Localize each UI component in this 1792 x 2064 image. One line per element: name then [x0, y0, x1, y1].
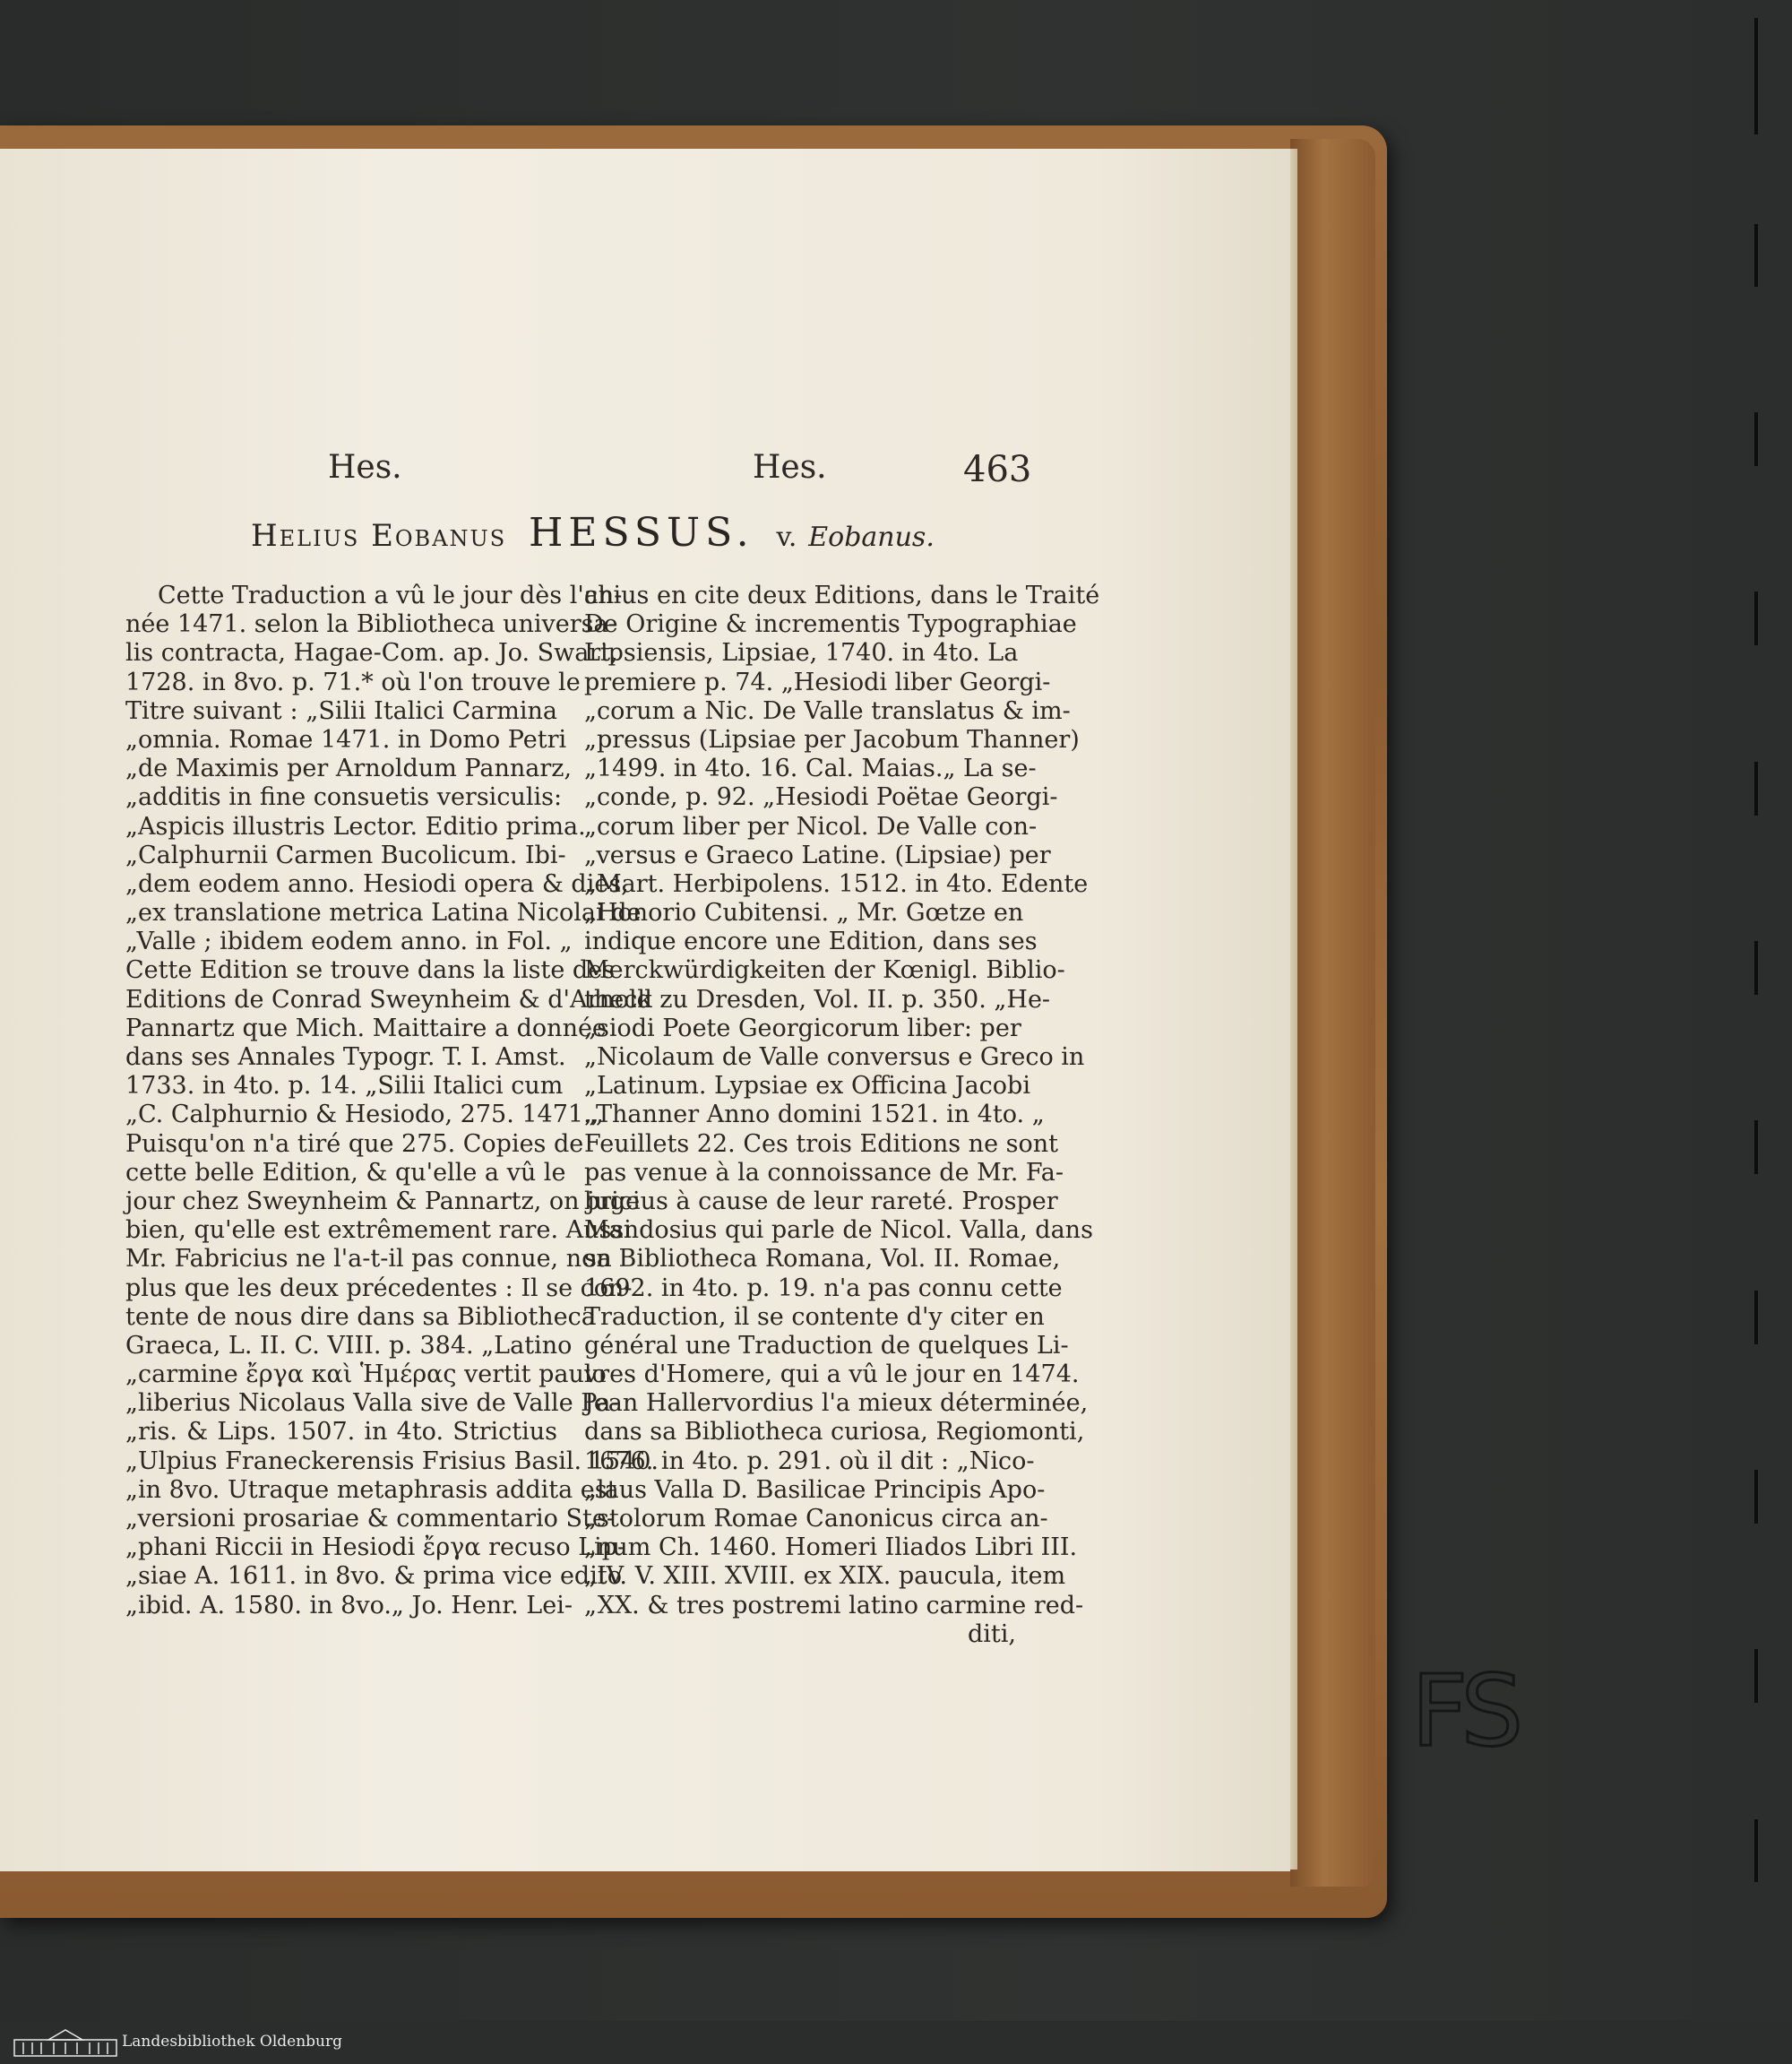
text-line: „XX. & tres postremi latino carmine red-	[584, 1591, 1084, 1619]
text-line: Graeca, L. II. C. VIII. p. 384. „Latino	[125, 1331, 573, 1360]
text-line: 1728. in 8vo. p. 71.* où l'on trouve le	[125, 668, 581, 696]
text-line: tente de nous dire dans sa Bibliotheca	[125, 1302, 596, 1331]
text-line: dans ses Annales Typogr. T. I. Amst.	[125, 1043, 566, 1071]
text-line: lis contracta, Hagae-Com. ap. Jo. Swart,	[125, 639, 618, 668]
text-line: diti,	[968, 1619, 1016, 1648]
text-line: „dem eodem anno. Hesiodi opera & dies,	[125, 869, 629, 898]
text-line: „corum liber per Nicol. De Valle con-	[584, 812, 1038, 841]
text-line: „stolorum Romae Canonicus circa an-	[584, 1505, 1048, 1533]
text-line: „num Ch. 1460. Homeri Iliados Libri III.	[584, 1533, 1078, 1562]
text-line: général une Traduction de quelques Li-	[584, 1331, 1069, 1360]
text-line: bricius à cause de leur rareté. Prosper	[584, 1187, 1058, 1215]
text-line: cette belle Edition, & qu'elle a vû le	[125, 1158, 566, 1187]
text-line: „IV. V. XIII. XVIII. ex XIX. paucula, item	[584, 1562, 1066, 1591]
text-line: „versioni prosariae & commentario Ste-	[125, 1505, 615, 1533]
text-line: „1499. in 4to. 16. Cal. Maias.„ La se-	[584, 755, 1037, 783]
text-line: „carmine ἔργα καὶ Ἡμέρας vertit paulo	[125, 1360, 607, 1389]
text-line: „ris. & Lips. 1507. in 4to. Strictius	[125, 1418, 557, 1447]
text-line: „Aspicis illustris Lector. Editio prima.	[125, 812, 586, 841]
text-line: „Thanner Anno domini 1521. in 4to. „	[584, 1101, 1045, 1129]
text-line: „in 8vo. Utraque metaphrasis addita est	[125, 1475, 617, 1504]
text-line: „Ulpius Franeckerensis Frisius Basil. 1540.	[125, 1447, 659, 1475]
text-line: Titre suivant : „Silii Italici Carmina	[125, 696, 557, 725]
text-line: „Calphurnii Carmen Bucolicum. Ibi-	[125, 841, 566, 869]
text-line: „Mart. Herbipolens. 1512. in 4to. Edente	[584, 869, 1089, 898]
text-line: Merckwürdigkeiten der Kœnigl. Biblio-	[584, 956, 1065, 985]
text-line: dans sa Bibliotheca curiosa, Regiomonti,	[584, 1418, 1085, 1447]
text-line: premiere p. 74. „Hesiodi liber Georgi-	[584, 668, 1051, 696]
running-head-right: Hes.	[753, 449, 827, 486]
book-cover-edge	[1290, 139, 1375, 1887]
text-line: „additis in fine consuetis versiculis:	[125, 783, 563, 812]
text-line: „siae A. 1611. in 8vo. & prima vice edito	[125, 1562, 622, 1591]
heading-name: Helius Eobanus	[251, 518, 507, 554]
text-line: „versus e Graeco Latine. (Lipsiae) per	[584, 841, 1051, 869]
page-number: 463	[963, 449, 1032, 490]
text-line: „Honorio Cubitensi. „ Mr. Gœtze en	[584, 899, 1024, 928]
text-line: „siodi Poete Georgicorum liber: per	[584, 1014, 1021, 1042]
text-line: 1733. in 4to. p. 14. „Silii Italici cum	[125, 1072, 564, 1101]
text-line: „conde, p. 92. „Hesiodi Poëtae Georgi-	[584, 783, 1058, 812]
text-line: „C. Calphurnio & Hesiodo, 275. 1471.„	[125, 1101, 604, 1129]
text-line: bien, qu'elle est extrêmement rare. Aussi	[125, 1216, 632, 1245]
text-line: „omnia. Romae 1471. in Domo Petri	[125, 725, 567, 754]
text-line: Editions de Conrad Sweynheim & d'Arnold	[125, 985, 652, 1014]
text-line: chius en cite deux Editions, dans le Traité	[584, 582, 1100, 609]
library-logo-icon	[13, 2027, 118, 2058]
text-line: „ibid. A. 1580. in 8vo.„ Jo. Henr. Lei-	[125, 1591, 573, 1619]
text-line: indique encore une Edition, dans ses	[584, 928, 1038, 956]
text-line: Feuillets 22. Ces trois Editions ne sont	[584, 1129, 1058, 1158]
text-line: „Nicolaum de Valle conversus e Greco in	[584, 1043, 1085, 1071]
scanner-mark-icon: FS	[1411, 1654, 1519, 1768]
text-line: „de Maximis per Arnoldum Pannarz,	[125, 755, 573, 783]
heading-ref-prefix: v.	[776, 522, 797, 553]
text-line: theck zu Dresden, Vol. II. p. 350. „He-	[584, 985, 1051, 1014]
text-column-left	[125, 582, 659, 1620]
text-line: De Origine & incrementis Typographiae	[584, 610, 1077, 639]
text-line: Traduction, il se contente d'y citer en	[584, 1302, 1045, 1331]
text-line: 1676. in 4to. p. 291. où il dit : „Nico-	[584, 1447, 1035, 1475]
text-line: „ex translatione metrica Latina Nicolai de	[125, 899, 642, 928]
text-line: vres d'Homere, qui a vû le jour en 1474.	[584, 1360, 1080, 1389]
scan-ruler	[1754, 18, 1760, 1882]
text-line: „corum a Nic. De Valle translatus & im-	[584, 696, 1071, 725]
text-line: Mandosius qui parle de Nicol. Valla, dans	[584, 1216, 1093, 1245]
text-line: plus que les deux précedentes : Il se con-	[125, 1274, 633, 1302]
text-line: pas venue à la connoissance de Mr. Fa-	[584, 1158, 1064, 1187]
heading-main: HESSUS.	[529, 510, 754, 556]
library-name: Landesbibliothek Oldenburg	[122, 2033, 343, 2051]
text-line: Lipsiensis, Lipsiae, 1740. in 4to. La	[584, 639, 1019, 668]
text-line: sa Bibliotheca Romana, Vol. II. Romae,	[584, 1245, 1061, 1274]
text-column-right	[584, 582, 1100, 1649]
text-line: 1692. in 4to. p. 19. n'a pas connu cette	[584, 1274, 1063, 1302]
text-line: Cette Edition se trouve dans la liste des	[125, 956, 616, 985]
text-line: jour chez Sweynheim & Pannartz, on juge	[125, 1187, 641, 1215]
text-line: „phani Riccii in Hesiodi ἔργα recuso Lip-	[125, 1533, 626, 1562]
text-line: „Valle ; ibidem eodem anno. in Fol. „	[125, 928, 573, 956]
text-line: „Latinum. Lypsiae ex Officina Jacobi	[584, 1072, 1030, 1101]
entry-heading	[251, 510, 1021, 556]
text-line: née 1471. selon la Bibliotheca universa-	[125, 610, 616, 639]
book-page	[0, 149, 1290, 1871]
text-line: Puisqu'on n'a tiré que 275. Copies de	[125, 1129, 584, 1158]
text-line: Cette Traduction a vû le jour dès l'an-	[158, 582, 623, 609]
text-line: „pressus (Lipsiae per Jacobum Thanner)	[584, 725, 1080, 754]
text-line: „laus Valla D. Basilicae Principis Apo-	[584, 1475, 1046, 1504]
running-head-left: Hes.	[328, 449, 402, 486]
text-line: Mr. Fabricius ne l'a-t-il pas connue, non	[125, 1245, 612, 1274]
heading-ref-target: Eobanus.	[808, 522, 935, 553]
text-line: Pannartz que Mich. Maittaire a donnée	[125, 1014, 607, 1042]
text-line: „liberius Nicolaus Valla sive de Valle Pa-	[125, 1389, 619, 1418]
text-line: Jean Hallervordius l'a mieux déterminée,	[584, 1389, 1089, 1418]
